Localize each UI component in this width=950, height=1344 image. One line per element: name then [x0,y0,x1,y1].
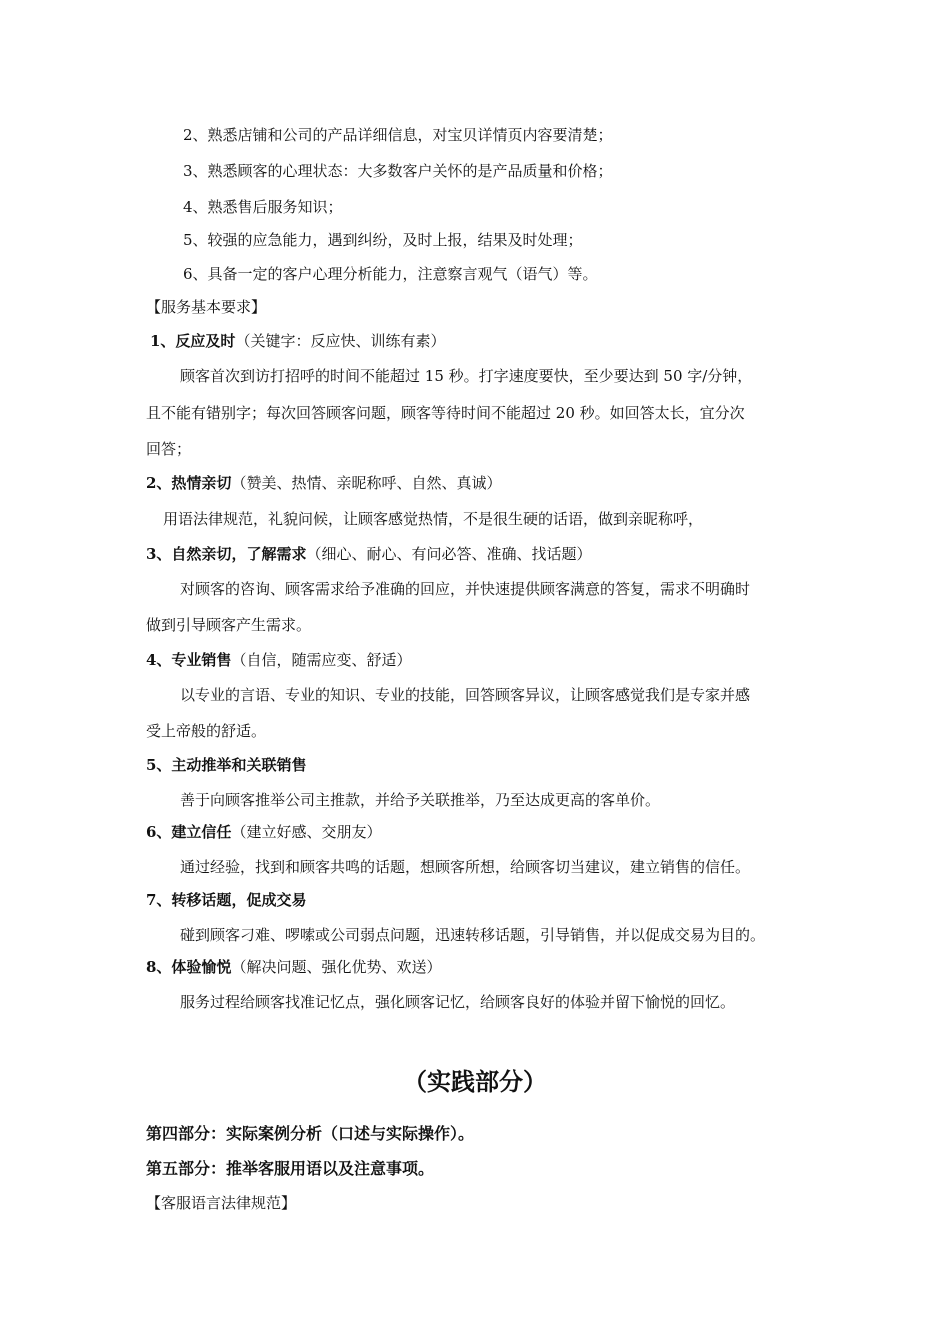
requirement-3-body-line-1: 对顾客的咨询、顾客需求给予准确的回应，并快速提供顾客满意的答复，需求不明确时 [180,580,751,598]
knowledge-item-3: 3、熟悉顾客的心理状态：大多数客户关怀的是产品质量和价格； [183,162,613,180]
requirement-6-body-line-1: 通过经验，找到和顾客共鸣的话题，想顾客所想，给顾客切当建议，建立销售的信任。 [180,858,751,876]
requirement-2-keywords: （赞美、热情、亲昵称呼、自然、真诚） [231,474,502,492]
requirement-4-body-line-2: 受上帝般的舒适。 [146,722,267,740]
requirement-7-title: 7、转移话题，促成交易 [146,891,307,909]
requirement-1-keywords: （关键字：反应快、训练有素） [235,332,446,350]
requirement-3-title: 3、自然亲切，了解需求 [146,545,307,563]
requirement-3-heading [146,544,591,564]
requirement-2-body-line-1: 用语法律规范，礼貌问候，让顾客感觉热情，不是很生硬的话语，做到亲昵称呼， [163,510,704,528]
service-requirements-heading: 【服务基本要求】 [146,298,267,316]
requirement-2-heading [146,473,501,493]
requirement-8-heading [146,957,441,977]
requirement-6-keywords: （建立好感、交朋友） [231,823,382,841]
requirement-5-title: 5、主动推举和关联销售 [146,756,307,774]
requirement-7-body-line-1: 碰到顾客刁难、啰嗦或公司弱点问题，迅速转移话题，引导销售，并以促成交易为目的。 [180,926,766,944]
requirement-8-keywords: （解决问题、强化优势、欢送） [231,958,442,976]
requirement-2-title: 2、热情亲切 [146,474,232,492]
requirement-4-title: 4、专业销售 [146,651,232,669]
knowledge-item-2: 2、熟悉店铺和公司的产品详细信息，对宝贝详情页内容要清楚； [183,126,613,144]
requirement-1-body-line-1: 顾客首次到访打招呼的时间不能超过 15 秒。打字速度要快，至少要达到 50 字/分钟， [180,367,753,385]
part-five-heading: 第五部分：推举客服用语以及注意事项。 [146,1159,435,1178]
knowledge-item-4: 4、熟悉售后服务知识； [183,198,343,216]
requirement-1-title: 1、反应及时 [150,332,236,350]
requirement-8-body-line-1: 服务过程给顾客找准记忆点，强化顾客记忆，给顾客良好的体验并留下愉悦的回忆。 [180,993,736,1011]
requirement-3-body-line-2: 做到引导顾客产生需求。 [146,616,312,634]
requirement-3-keywords: （细心、耐心、有问必答、准确、找话题） [306,545,592,563]
requirement-5-heading [146,755,306,775]
practice-section-title: （实践部分） [403,1067,547,1096]
knowledge-item-5: 5、较强的应急能力，遇到纠纷，及时上报，结果及时处理； [183,231,583,249]
requirement-5-body-line-1: 善于向顾客推举公司主推款，并给予关联推举，乃至达成更高的客单价。 [180,791,661,809]
requirement-1-body-line-2: 且不能有错别字；每次回答顾客问题，顾客等待时间不能超过 20 秒。如回答太长，宜分次 [146,404,745,422]
requirement-4-heading [146,650,411,670]
requirement-6-heading [146,822,381,842]
language-norms-heading: 【客服语言法律规范】 [146,1194,297,1212]
requirement-6-title: 6、建立信任 [146,823,232,841]
requirement-4-keywords: （自信，随需应变、舒适） [231,651,412,669]
requirement-1-heading [150,331,445,351]
requirement-7-heading [146,890,306,910]
knowledge-item-6: 6、具备一定的客户心理分析能力，注意察言观气（语气）等。 [183,265,598,283]
requirement-8-title: 8、体验愉悦 [146,958,232,976]
part-four-heading: 第四部分：实际案例分析（口述与实际操作）。 [146,1124,475,1143]
requirement-1-body-line-3: 回答； [146,440,192,458]
requirement-4-body-line-1: 以专业的言语、专业的知识、专业的技能，回答顾客异议，让顾客感觉我们是专家并感 [180,686,751,704]
